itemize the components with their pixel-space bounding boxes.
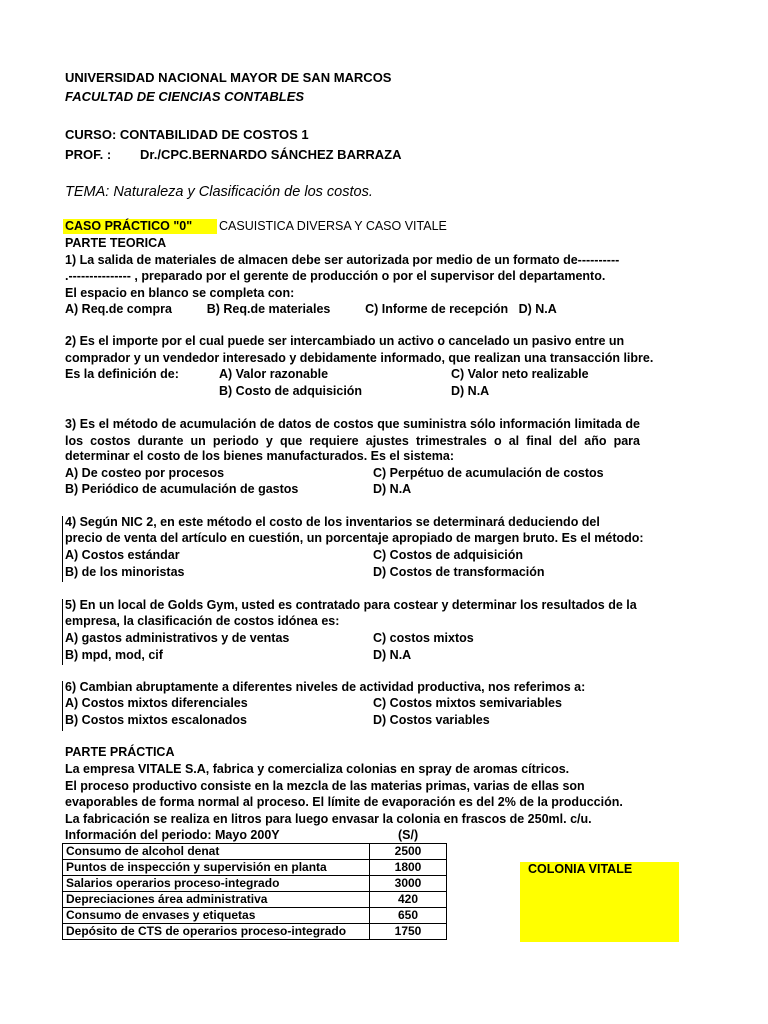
cost-value: 1800 — [370, 860, 447, 876]
caso-label: CASO PRÁCTICO "0" — [63, 219, 217, 234]
q5-line1: 5) En un local de Golds Gym, usted es contratado para costear y determinar los resultados de la — [65, 598, 637, 612]
cost-name: Consumo de alcohol denat — [63, 844, 370, 860]
cost-name: Depósito de CTS de operarios proceso-integrado — [63, 924, 370, 940]
parte-practica-title: PARTE PRÁCTICA — [65, 745, 175, 759]
faculty-name: FACULTAD DE CIENCIAS CONTABLES — [65, 89, 305, 104]
q1-line3: El espacio en blanco se completa con: — [65, 286, 295, 300]
q3-line3: determinar el costo de los bienes manufacturados. Es el sistema: — [65, 449, 455, 463]
caso-title: CASUISTICA DIVERSA Y CASO VITALE — [219, 219, 447, 233]
cost-value: 2500 — [370, 844, 447, 860]
q4-option-c: C) Costos de adquisición — [373, 548, 524, 562]
colonia-vitale-label: COLONIA VITALE — [528, 862, 633, 876]
q3-option-b: B) Periódico de acumulación de gastos — [65, 482, 299, 496]
q5-bracket — [62, 599, 63, 665]
q5-option-d: D) N.A — [373, 648, 412, 662]
q2-option-a: A) Valor razonable — [219, 367, 329, 381]
q6-option-c: C) Costos mixtos semivariables — [373, 696, 562, 710]
parte-teorica-title: PARTE TEORICA — [65, 236, 167, 250]
q5-option-a: A) gastos administrativos y de ventas — [65, 631, 290, 645]
q2-line2: comprador y un vendedor interesado y debidamente informado, que realizan una transacción libre. — [65, 351, 654, 365]
q4-option-b: B) de los minoristas — [65, 565, 185, 579]
info-period-label: Información del periodo: Mayo 200Y — [65, 828, 280, 842]
practica-line2: El proceso productivo consiste en la mezcla de las materias primas, varias de ellas son — [65, 779, 585, 793]
table-row — [63, 892, 447, 908]
practica-line1: La empresa VITALE S.A, fabrica y comercializa colonias en spray de aromas cítricos. — [65, 762, 570, 776]
q6-bracket — [62, 681, 63, 731]
cost-name: Salarios operarios proceso-integrado — [63, 876, 370, 892]
cost-table — [62, 843, 447, 940]
q1-line2: .--------------- , preparado por el gerente de producción o por el supervisor del departamento. — [65, 269, 606, 283]
q4-line2: precio de venta del artículo en cuestión, un porcentaje apropiado de margen bruto. Es el método: — [65, 531, 644, 545]
professor-name: Dr./CPC.BERNARDO SÁNCHEZ BARRAZA — [140, 147, 402, 162]
q1-line1: 1) La salida de materiales de almacen debe ser autorizada por medio de un formato de---------- — [65, 253, 620, 267]
q3-option-a: A) De costeo por procesos — [65, 466, 225, 480]
table-row — [63, 876, 447, 892]
cost-value: 650 — [370, 908, 447, 924]
cost-value: 3000 — [370, 876, 447, 892]
q3-option-c: C) Perpétuo de acumulación de costos — [373, 466, 604, 480]
topic-title: TEMA: Naturaleza y Clasificación de los costos. — [65, 184, 373, 200]
q2-option-d: D) N.A — [451, 384, 490, 398]
course-title: CURSO: CONTABILIDAD DE COSTOS 1 — [65, 127, 309, 142]
q4-option-a: A) Costos estándar — [65, 548, 180, 562]
cost-name: Depreciaciones área administrativa — [63, 892, 370, 908]
q3-option-d: D) N.A — [373, 482, 412, 496]
cost-value: 1750 — [370, 924, 447, 940]
table-row — [63, 924, 447, 940]
colonia-vitale-box — [520, 862, 679, 942]
q4-bracket — [62, 516, 63, 582]
currency-label: (S/) — [398, 828, 419, 842]
q2-option-b: B) Costo de adquisición — [219, 384, 363, 398]
q6-line1: 6) Cambian abruptamente a diferentes niveles de actividad productiva, nos referimos a: — [65, 680, 586, 694]
cost-value: 420 — [370, 892, 447, 908]
q5-line2: empresa, la clasificación de costos idónea es: — [65, 614, 340, 628]
q2-label: Es la definición de: — [65, 367, 179, 381]
table-row — [63, 908, 447, 924]
university-name: UNIVERSIDAD NACIONAL MAYOR DE SAN MARCOS — [65, 70, 392, 85]
practica-line4: La fabricación se realiza en litros para luego envasar la colonia en frascos de 250ml. c/u. — [65, 812, 592, 826]
q6-option-a: A) Costos mixtos diferenciales — [65, 696, 248, 710]
q5-option-b: B) mpd, mod, cif — [65, 648, 163, 662]
q5-option-c: C) costos mixtos — [373, 631, 474, 645]
table-row — [63, 860, 447, 876]
practica-line3: evaporables de forma normal al proceso. El límite de evaporación es del 2% de la producción. — [65, 795, 623, 809]
q6-option-d: D) Costos variables — [373, 713, 490, 727]
q6-option-b: B) Costos mixtos escalonados — [65, 713, 247, 727]
q3-line2: los costos durante un periodo y que requiere ajustes trimestrales o al final del año para — [65, 434, 640, 448]
q4-option-d: D) Costos de transformación — [373, 565, 545, 579]
table-row — [63, 844, 447, 860]
q3-line1: 3) Es el método de acumulación de datos de costos que suministra sólo información limitada de — [65, 417, 640, 431]
q2-line1: 2) Es el importe por el cual puede ser intercambiado un activo o cancelado un pasivo entre un — [65, 334, 625, 348]
cost-name: Puntos de inspección y supervisión en planta — [63, 860, 370, 876]
q1-options: A) Req.de compra B) Req.de materiales C) Informe de recepción D) N.A — [65, 302, 557, 316]
q4-line1: 4) Según NIC 2, en este método el costo de los inventarios se determinará deduciendo del — [65, 515, 600, 529]
q2-option-c: C) Valor neto realizable — [451, 367, 589, 381]
professor-label: PROF. : — [65, 147, 112, 162]
cost-name: Consumo de envases y etiquetas — [63, 908, 370, 924]
